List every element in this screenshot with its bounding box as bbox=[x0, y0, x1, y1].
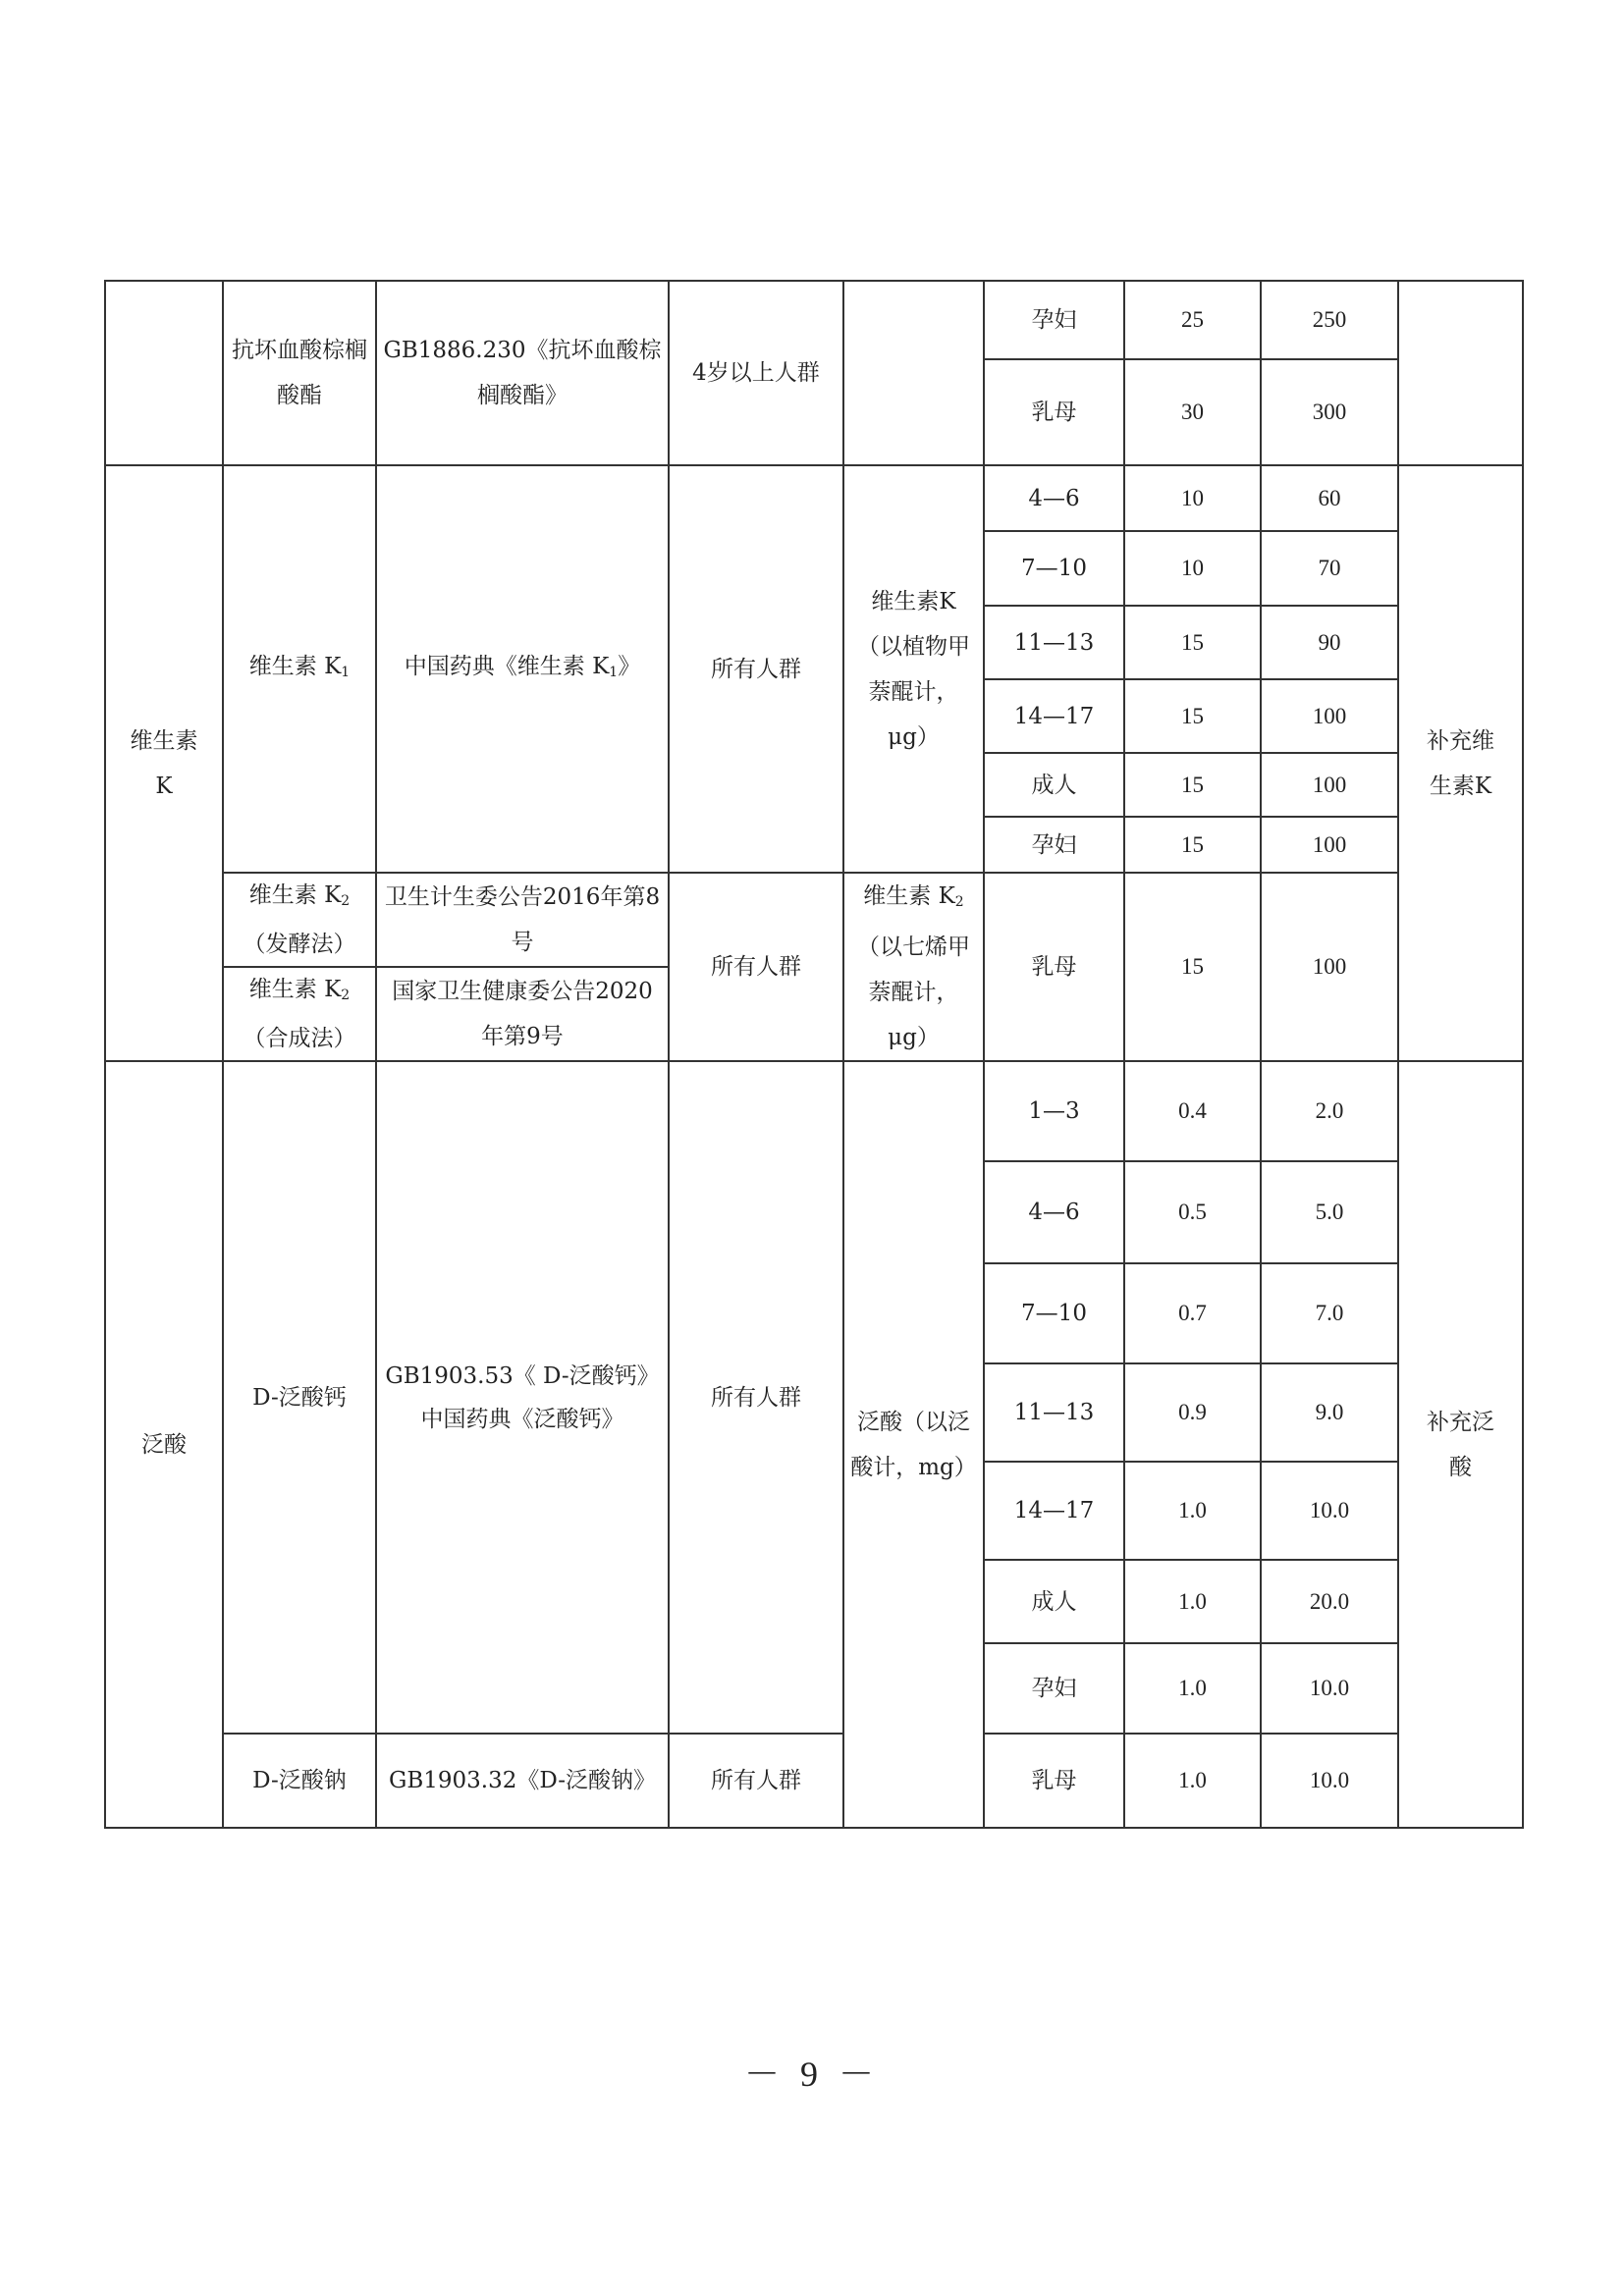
min-cell: 0.4 bbox=[1124, 1061, 1261, 1161]
standard-cell: GB1903.53《 D-泛酸钙》 中国药典《泛酸钙》 bbox=[376, 1061, 669, 1734]
max-cell: 10.0 bbox=[1261, 1643, 1398, 1734]
nutrient-cell: 泛酸 bbox=[105, 1061, 223, 1828]
function-cell: 补充泛酸 bbox=[1398, 1061, 1523, 1828]
group-cell: 11—13 bbox=[984, 1363, 1124, 1462]
nutrient-cell: 维生素K bbox=[105, 465, 223, 1061]
compound-cell: 维生素 $K_1$ bbox=[223, 465, 376, 873]
min-cell: 10 bbox=[1124, 465, 1261, 531]
group-cell: 7—10 bbox=[984, 1263, 1124, 1363]
compound-cell: D-泛酸钠 bbox=[223, 1734, 376, 1828]
min-cell: 0.7 bbox=[1124, 1263, 1261, 1363]
max-cell: 10.0 bbox=[1261, 1462, 1398, 1560]
min-cell: 30 bbox=[1124, 359, 1261, 465]
unit-cell: 维生素 $K_2$（以七烯甲萘醌计，μg） bbox=[843, 873, 984, 1061]
table-row bbox=[105, 1734, 1523, 1828]
min-cell: 1.0 bbox=[1124, 1560, 1261, 1643]
max-cell: 250 bbox=[1261, 281, 1398, 359]
min-cell: 15 bbox=[1124, 873, 1261, 1061]
min-cell: 15 bbox=[1124, 753, 1261, 817]
max-cell: 90 bbox=[1261, 606, 1398, 679]
standard-cell: GB1886.230《抗坏血酸棕榈酸酯》 bbox=[376, 281, 669, 465]
unit-cell: 维生素K（以植物甲萘醌计，μg） bbox=[843, 465, 984, 873]
min-cell: 15 bbox=[1124, 679, 1261, 753]
group-cell: 孕妇 bbox=[984, 1643, 1124, 1734]
unit-cell-empty bbox=[843, 281, 984, 465]
group-cell: 成人 bbox=[984, 1560, 1124, 1643]
max-cell: 20.0 bbox=[1261, 1560, 1398, 1643]
max-cell: 100 bbox=[1261, 753, 1398, 817]
compound-cell: 维生素 $K_2$ （合成法） bbox=[223, 967, 376, 1061]
compound-cell: 维生素 $K_2$ （发酵法） bbox=[223, 873, 376, 967]
max-cell: 9.0 bbox=[1261, 1363, 1398, 1462]
group-cell: 4—6 bbox=[984, 465, 1124, 531]
max-cell: 2.0 bbox=[1261, 1061, 1398, 1161]
population-cell: 所有人群 bbox=[669, 1734, 843, 1828]
min-cell: 1.0 bbox=[1124, 1643, 1261, 1734]
population-cell: 所有人群 bbox=[669, 1061, 843, 1734]
max-cell: 100 bbox=[1261, 873, 1398, 1061]
group-cell: 成人 bbox=[984, 753, 1124, 817]
min-cell: 0.5 bbox=[1124, 1161, 1261, 1263]
page-number: － 9 － bbox=[743, 2055, 880, 2094]
min-cell: 25 bbox=[1124, 281, 1261, 359]
table-row bbox=[105, 281, 1523, 359]
standard-cell: 卫生计生委公告2016年第8号 bbox=[376, 873, 669, 967]
group-cell: 7—10 bbox=[984, 531, 1124, 606]
max-cell: 100 bbox=[1261, 679, 1398, 753]
group-cell: 乳母 bbox=[984, 873, 1124, 1061]
standard-cell: 国家卫生健康委公告2020年第9号 bbox=[376, 967, 669, 1061]
max-cell: 100 bbox=[1261, 817, 1398, 873]
table-row bbox=[105, 465, 1523, 531]
min-cell: 1.0 bbox=[1124, 1462, 1261, 1560]
group-cell: 4—6 bbox=[984, 1161, 1124, 1263]
min-cell: 15 bbox=[1124, 606, 1261, 679]
nutrient-table bbox=[104, 280, 1524, 1829]
group-cell: 乳母 bbox=[984, 1734, 1124, 1828]
max-cell: 70 bbox=[1261, 531, 1398, 606]
population-cell: 4岁以上人群 bbox=[669, 281, 843, 465]
group-cell: 孕妇 bbox=[984, 281, 1124, 359]
standard-cell: GB1903.32《D-泛酸钠》 bbox=[376, 1734, 669, 1828]
max-cell: 10.0 bbox=[1261, 1734, 1398, 1828]
compound-cell: D-泛酸钙 bbox=[223, 1061, 376, 1734]
max-cell: 60 bbox=[1261, 465, 1398, 531]
group-cell: 11—13 bbox=[984, 606, 1124, 679]
table-row bbox=[105, 1061, 1523, 1161]
min-cell: 15 bbox=[1124, 817, 1261, 873]
unit-cell: 泛酸（以泛酸计，mg） bbox=[843, 1061, 984, 1828]
min-cell: 10 bbox=[1124, 531, 1261, 606]
group-cell: 14—17 bbox=[984, 679, 1124, 753]
compound-cell: 抗坏血酸棕榈酸酯 bbox=[223, 281, 376, 465]
min-cell: 0.9 bbox=[1124, 1363, 1261, 1462]
max-cell: 5.0 bbox=[1261, 1161, 1398, 1263]
group-cell: 孕妇 bbox=[984, 817, 1124, 873]
standard-cell: 中国药典《维生素 $K_1$》 bbox=[376, 465, 669, 873]
max-cell: 7.0 bbox=[1261, 1263, 1398, 1363]
nutrient-cell-empty bbox=[105, 281, 223, 465]
group-cell: 14—17 bbox=[984, 1462, 1124, 1560]
group-cell: 乳母 bbox=[984, 359, 1124, 465]
group-cell: 1—3 bbox=[984, 1061, 1124, 1161]
function-cell-empty bbox=[1398, 281, 1523, 465]
population-cell: 所有人群 bbox=[669, 465, 843, 873]
max-cell: 300 bbox=[1261, 359, 1398, 465]
table-row bbox=[105, 873, 1523, 967]
function-cell: 补充维生素K bbox=[1398, 465, 1523, 1061]
min-cell: 1.0 bbox=[1124, 1734, 1261, 1828]
population-cell: 所有人群 bbox=[669, 873, 843, 1061]
